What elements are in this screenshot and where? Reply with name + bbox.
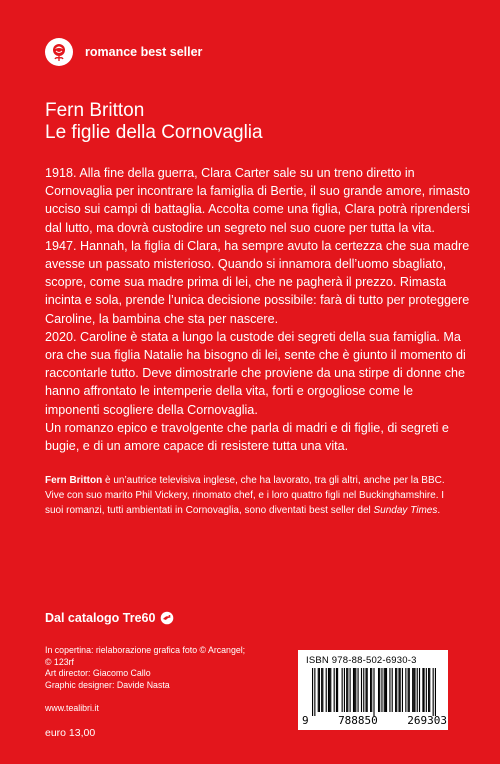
blurb-paragraph: 1947. Hannah, la figlia di Clara, ha sempre avuto la certezza che sua madre avesse un passato misterioso. Quando si innamora dell’uomo sbagliato, scopre, come sua madre prima di lei, che ne pagherà il prezzo. Rimasta incinta e sola, prende l’unica decisione possibile: farà di tutto per proteggere Caroline, la bambina che sta per nascere. [45,238,470,326]
bio-publication: Sunday Times [373,505,438,516]
series-header [45,38,202,66]
credit-line: In copertina: rielaborazione grafica foto © Arcangel; [45,645,246,655]
credit-line: Graphic designer: Davide Nasta [45,679,170,690]
publisher-website: www.tealibri.it [45,703,99,713]
catalog-label-row [45,611,174,625]
catalog-label: Dal catalogo Tre60 [45,611,156,625]
ean-digit-group: 269303 [407,714,447,727]
blurb-paragraph: 2020. Caroline è stata a lungo la custode dei segreti della sua famiglia. Ma ora che sua figlia Natalie ha bisogno di lei, sente che è giunto il momento di raccontarle tutto. Deve dimostrarle che proviene da una stirpe di donne che hanno affrontato le intemperie della vita, forti e orgogliose come le imponenti scogliere della Cornovaglia. [45,329,466,417]
series-label: romance best seller [85,45,203,59]
rose-logo-icon [45,38,73,66]
price: euro 13,00 [45,727,96,739]
cover-credits [45,645,285,691]
book-title: Le figlie della Cornovaglia [45,122,263,143]
ean-digits [302,714,447,727]
credit-line: Art director: Giacomo Callo [45,668,151,678]
barcode-bars [312,668,436,716]
book-author: Fern Britton [45,100,145,121]
blurb-paragraph: 1918. Alla fine della guerra, Clara Carter sale su un treno diretto in Cornovaglia per incontrare la famiglia di Bertie, il suo grande amore, rimasto ucciso sui campi di battaglia. Accolta come una figlia, Clara potrà riprendersi dal lutto, ma dovrà custodire un segreto nel suo cuore per tutta la vita. [45,166,470,235]
bio-text: è un’autrice televisiva inglese, che ha lavorato, tra gli altri, anche per la BBC. Vive con suo marito Phil Vickery, rinomato chef, e i loro quattro figli nel Buckinghamshire. I suoi romanzi, tutti ambientati in Cornovaglia, sono diventati best seller del [45,475,445,516]
author-bio [45,473,455,518]
credit-line: © 123rf [45,656,74,667]
tre60-logo-icon [160,611,174,625]
ean-digit-group: 9 [302,714,309,727]
blurb [45,164,470,455]
ean-digit-group: 788850 [338,714,378,727]
blurb-paragraph: Un romanzo epico e travolgente che parla di madri e di figlie, di segreti e bugie, e di un amore capace di resistere tutta una vita. [45,420,449,454]
bio-author-name: Fern Britton [45,475,103,486]
isbn-label: ISBN 978-88-502-6930-3 [306,655,417,666]
bio-text-end: . [437,505,441,516]
barcode [298,650,448,730]
